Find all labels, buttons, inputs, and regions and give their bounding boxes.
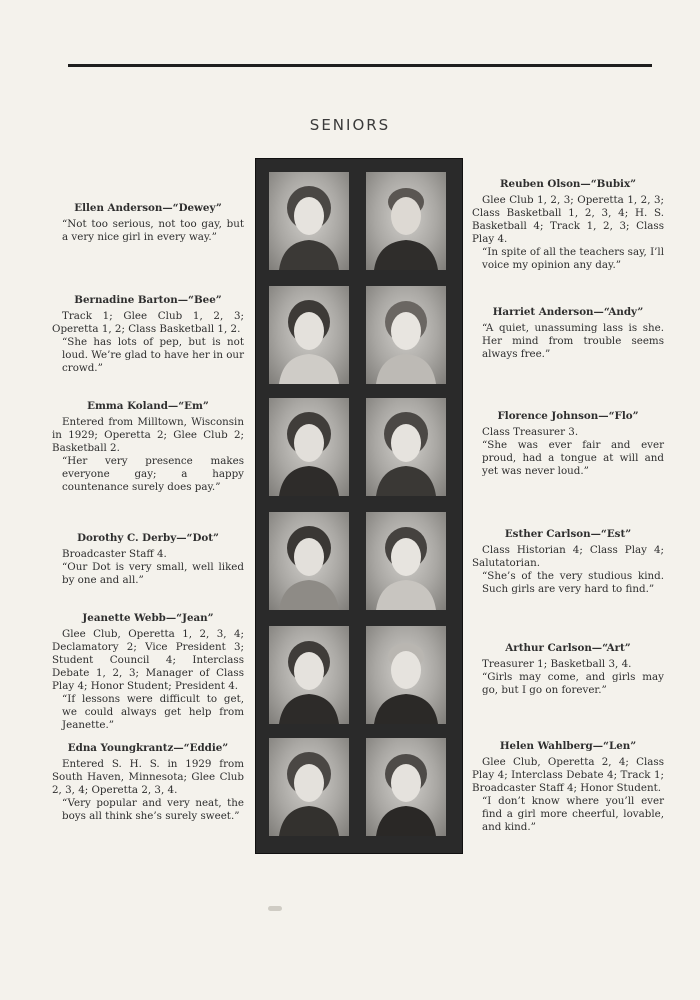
senior-name: Bernadine Barton—“Bee”: [74, 294, 222, 306]
senior-activities: Class Historian 4; Class Play 4; Salutatorian.: [472, 544, 664, 569]
senior-name: Dorothy C. Derby—“Dot”: [77, 532, 219, 544]
senior-name: Esther Carlson—“Est”: [504, 528, 632, 540]
senior-entry: [472, 306, 664, 361]
senior-entry: [52, 742, 244, 823]
senior-name: Reuben Olson—“Bubix”: [499, 178, 637, 190]
senior-activities: Glee Club, Operetta 2, 4; Class Play 4; Interclass Debate 4; Track 1; Broadcaster Staff 4; Honor Student.: [472, 756, 664, 794]
senior-name: Arthur Carlson—“Art”: [505, 642, 631, 654]
senior-quote: “In spite of all the teachers say, I’ll voice my opinion any day.”: [482, 246, 665, 271]
senior-name: Florence Johnson—“Flo”: [497, 410, 639, 422]
senior-quote: “Very popular and very neat, the boys all think she’s surely sweet.”: [62, 797, 244, 822]
page-title: SENIORS: [309, 116, 391, 134]
senior-entry: [52, 202, 244, 244]
senior-activities: Treasurer 1; Basketball 3, 4.: [482, 658, 632, 670]
portrait-photo: [366, 626, 446, 724]
portrait-photo: [269, 172, 349, 270]
senior-quote: “She was ever fair and ever proud, had a tongue at will and yet was never loud.”: [482, 439, 664, 477]
senior-activities: Track 1; Glee Club 1, 2, 3; Operetta 1, 2; Class Basketball 1, 2.: [52, 310, 244, 335]
portrait-photo: [269, 512, 349, 610]
senior-name: Harriet Anderson—“Andy”: [492, 306, 644, 318]
senior-activities: Class Treasurer 3.: [482, 426, 579, 438]
senior-quote: “Her very presence makes everyone gay; a happy countenance surely does pay.”: [62, 455, 244, 493]
paper-mark: [268, 906, 282, 911]
senior-entry: [472, 178, 664, 272]
senior-quote: “Girls may come, and girls may go, but I go on forever.”: [482, 671, 664, 696]
senior-quote: “She has lots of pep, but is not loud. We’re glad to have her in our crowd.”: [62, 336, 244, 374]
senior-activities: Entered from Milltown, Wisconsin in 1929; Operetta 2; Glee Club 2; Basketball 2.: [52, 416, 244, 454]
senior-activities: Glee Club, Operetta 1, 2, 3, 4; Declamatory 2; Vice President 3; Student Council 4; Interclass Debate 1, 2, 3; Manager of Class Play 4; Honor Student; President 4.: [52, 628, 244, 692]
senior-entry: [472, 410, 664, 478]
senior-entry: [52, 612, 244, 732]
portrait-photo: [269, 398, 349, 496]
senior-activities: Glee Club 1, 2, 3; Operetta 1, 2, 3; Class Basketball 1, 2, 3, 4; H. S. Basketball 4; Track 1, 2, 3; Class Play 4.: [472, 194, 664, 245]
senior-entry: [52, 400, 244, 494]
senior-quote: “A quiet, unassuming lass is she. Her mind from trouble seems always free.”: [482, 322, 664, 360]
senior-entry: [52, 532, 244, 587]
senior-name: Edna Youngkrantz—“Eddie”: [67, 742, 229, 754]
portrait-photo: [366, 398, 446, 496]
portrait-photo: [269, 286, 349, 384]
photo-panel: [255, 158, 463, 854]
senior-entry: [472, 528, 664, 596]
senior-entry: [52, 294, 244, 375]
senior-name: Ellen Anderson—“Dewey”: [74, 202, 222, 214]
senior-quote: “Our Dot is very small, well liked by one and all.”: [62, 561, 244, 586]
portrait-photo: [269, 626, 349, 724]
senior-quote: “Not too serious, not too gay, but a very nice girl in every way.”: [62, 218, 244, 243]
senior-quote: “She’s of the very studious kind. Such girls are very hard to find.”: [482, 570, 664, 595]
senior-entry: [472, 740, 664, 834]
senior-entry: [472, 642, 664, 697]
senior-activities: Broadcaster Staff 4.: [62, 548, 167, 560]
senior-quote: “If lessons were difficult to get, we could always get help from Jeanette.”: [62, 693, 244, 731]
portrait-photo: [366, 286, 446, 384]
senior-name: Emma Koland—“Em”: [87, 400, 209, 412]
senior-quote: “I don’t know where you’ll ever find a girl more cheerful, lovable, and kind.”: [482, 795, 664, 833]
senior-activities: Entered S. H. S. in 1929 from South Haven, Minnesota; Glee Club 2, 3, 4; Operetta 2, 3, 4.: [52, 758, 244, 796]
top-rule: [68, 64, 652, 67]
senior-name: Jeanette Webb—“Jean”: [82, 612, 214, 624]
portrait-photo: [269, 738, 349, 836]
senior-name: Helen Wahlberg—“Len”: [499, 740, 637, 752]
portrait-photo: [366, 512, 446, 610]
portrait-photo: [366, 738, 446, 836]
portrait-photo: [366, 172, 446, 270]
